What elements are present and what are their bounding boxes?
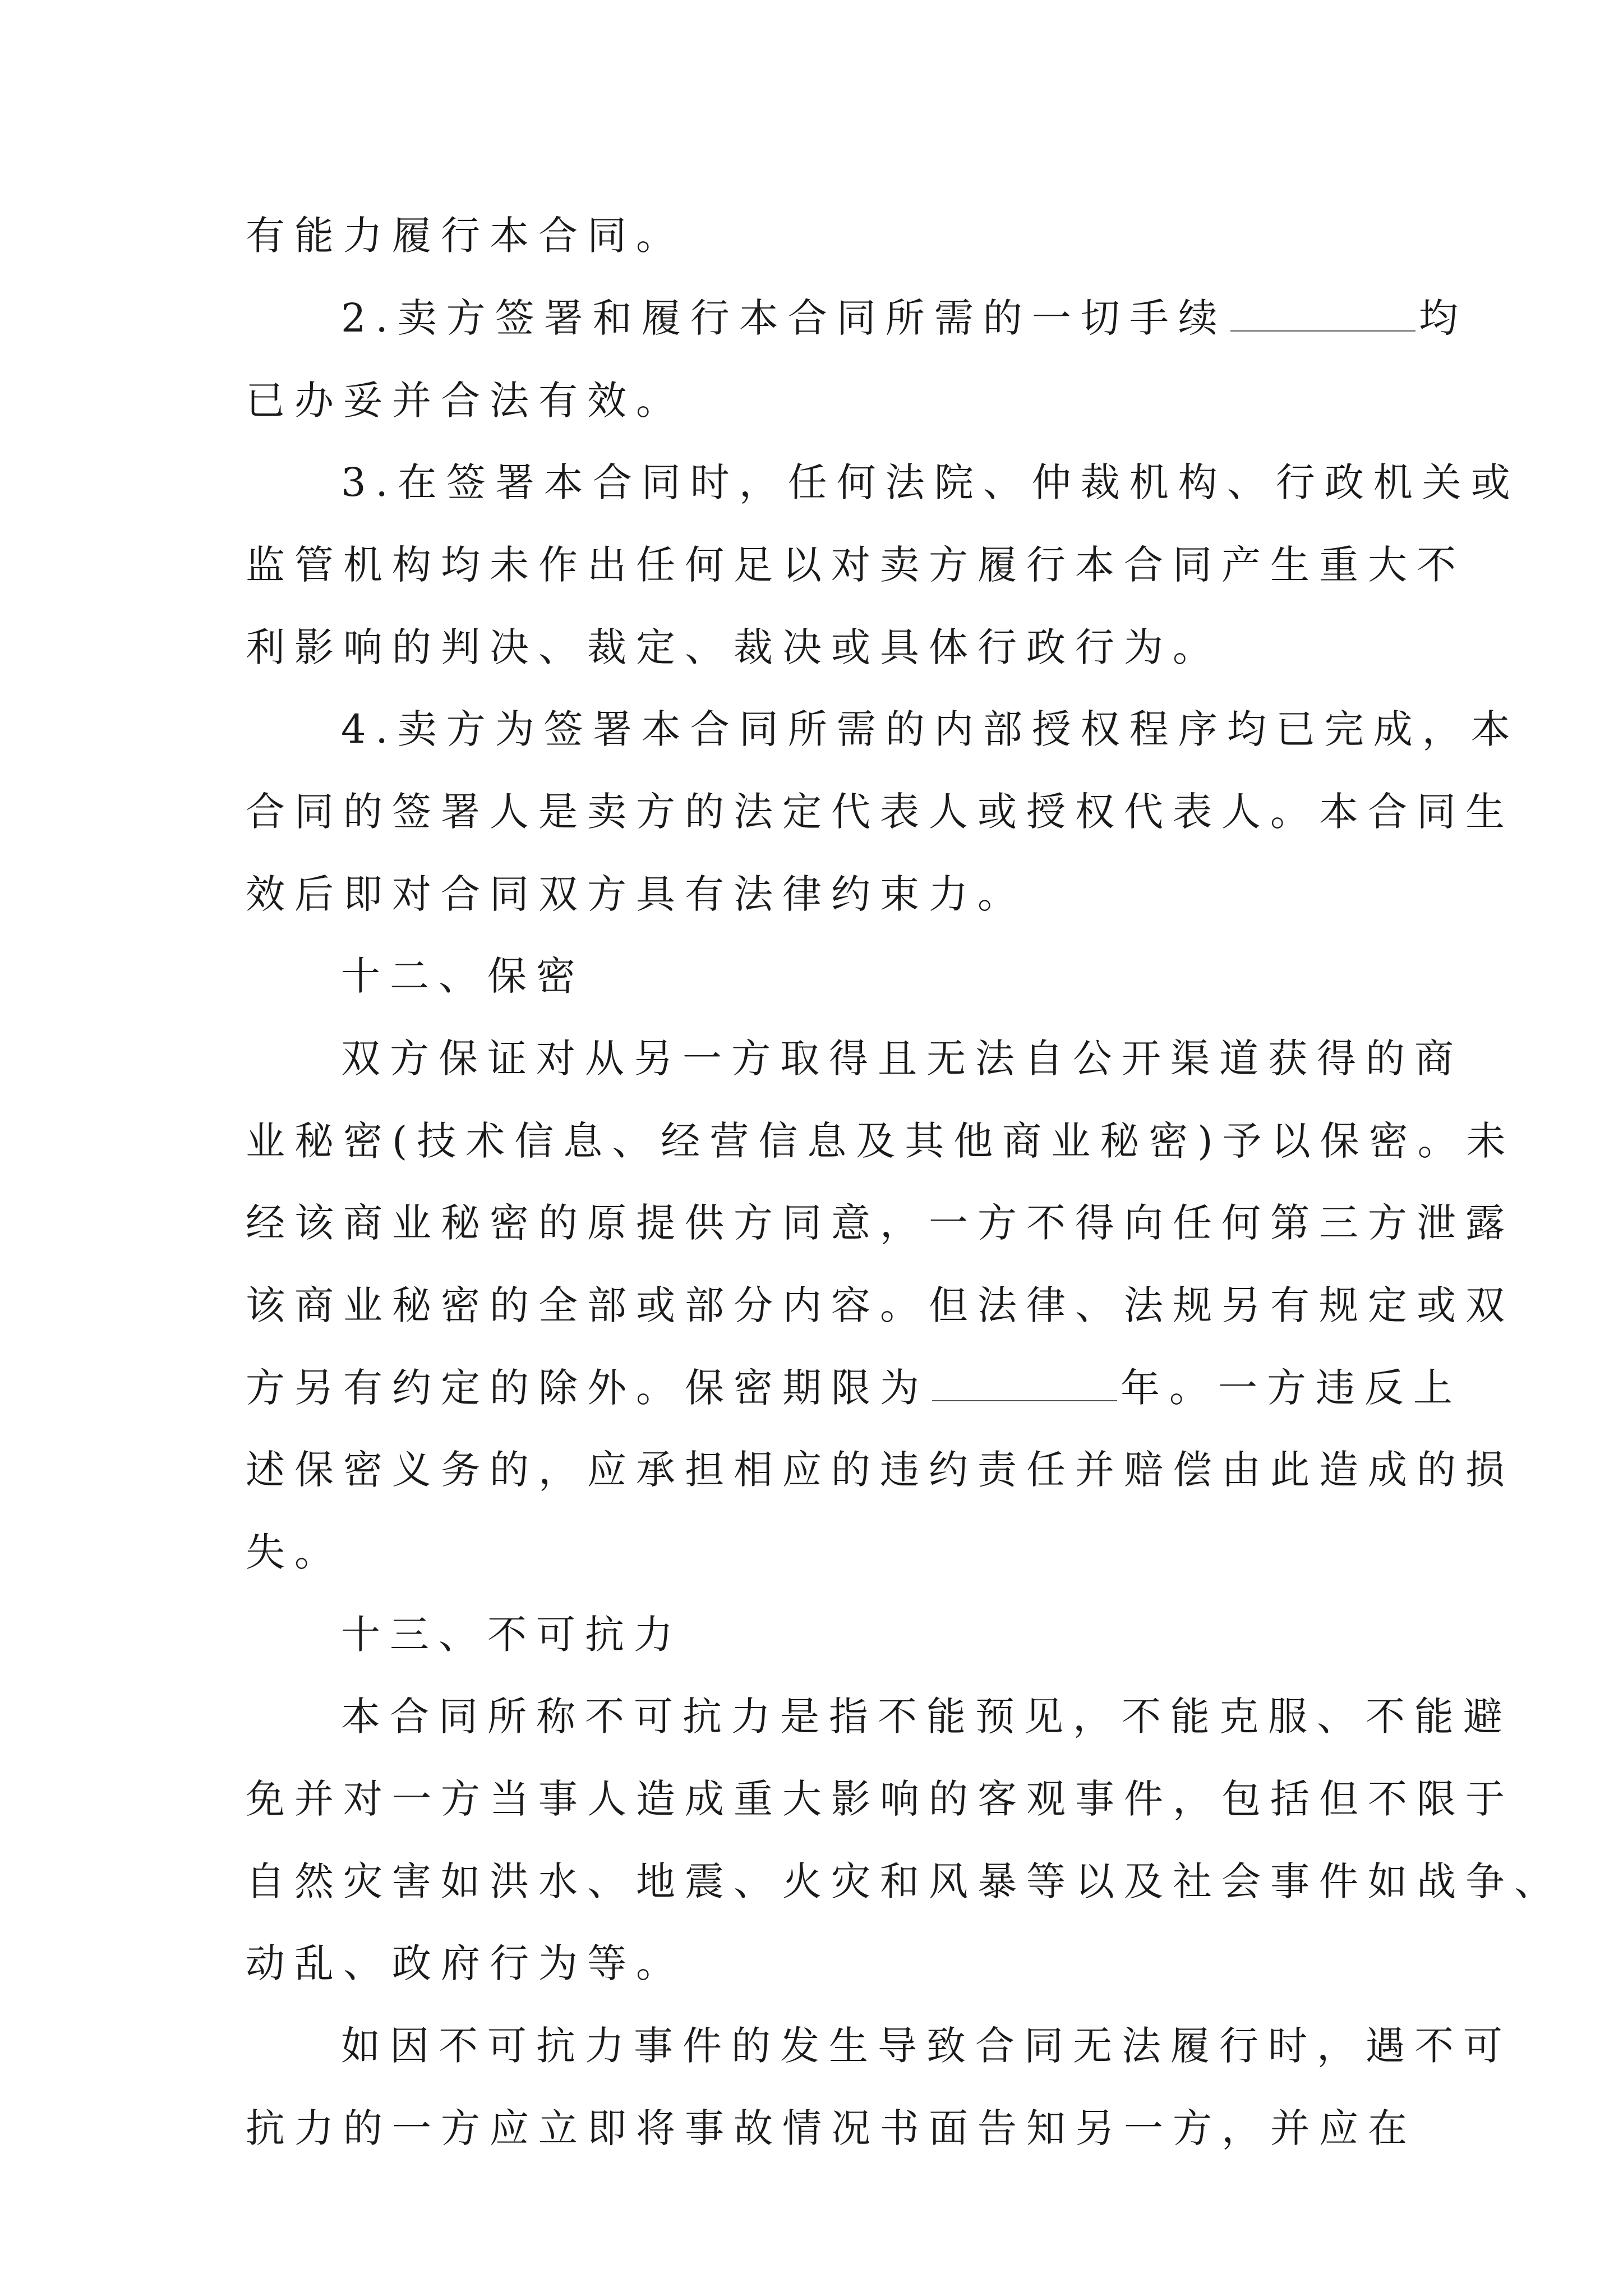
heading-text: 十二、保密 [341,953,585,999]
confidentiality-line-7 [246,1524,343,1580]
confidentiality-line-4 [246,1277,1514,1333]
line-text: 有能力履行本合同。 [246,213,685,259]
heading-text: 十三、不可抗力 [341,1612,683,1658]
text-line [246,208,685,264]
line-text: 年。一方违反上 [1121,1365,1462,1411]
section-heading-confidentiality [341,948,585,1004]
line-text: 免并对一方当事人造成重大影响的客观事件，包括但不限于 [246,1776,1514,1822]
line-text: 4.卖方为签署本合同所需的内部授权程序均已完成，本 [341,706,1520,752]
clause-2-line-1 [341,290,1468,346]
fill-in-blank[interactable] [1230,295,1415,332]
force-majeure-line-2 [246,1771,1514,1827]
line-text: 效后即对合同双方具有法律约束力。 [246,871,1026,917]
line-text: 如因不可抗力事件的发生导致合同无法履行时，遇不可 [341,2023,1512,2069]
force-majeure-line-5 [341,2018,1512,2074]
clause-4-line-1 [341,701,1520,757]
confidentiality-line-5 [246,1360,1462,1416]
force-majeure-line-6 [246,2100,1417,2156]
force-majeure-line-1 [341,1688,1512,1745]
force-majeure-line-3 [246,1853,1563,1910]
line-text: 失。 [246,1529,343,1575]
clause-2-line-2 [246,372,685,429]
clause-4-line-3 [246,866,1026,922]
line-text: 该商业秘密的全部或部分内容。但法律、法规另有规定或双 [246,1282,1514,1328]
clause-3-line-3 [246,619,1221,675]
force-majeure-line-4 [246,1935,685,1991]
line-text: 监管机构均未作出任何足以对卖方履行本合同产生重大不 [246,542,1465,588]
clause-3-line-2 [246,537,1465,593]
line-text: 合同的签署人是卖方的法定代表人或授权代表人。本合同生 [246,789,1514,835]
line-text: 自然灾害如洪水、地震、火灾和风暴等以及社会事件如战争、 [246,1858,1563,1904]
clause-3-line-1 [341,454,1520,510]
line-text: 本合同所称不可抗力是指不能预见，不能克服、不能避 [341,1694,1512,1740]
line-text: 3.在签署本合同时，任何法院、仲裁机构、行政机关或 [341,459,1520,505]
confidentiality-line-6 [246,1442,1514,1498]
fill-in-blank[interactable] [932,1364,1117,1401]
line-text: 双方保证对从另一方取得且无法自公开渠道获得的商 [341,1036,1463,1082]
line-text: 利影响的判决、裁定、裁决或具体行政行为。 [246,624,1221,670]
confidentiality-line-2 [246,1113,1515,1169]
confidentiality-line-3 [246,1195,1514,1251]
line-text: 经该商业秘密的原提供方同意，一方不得向任何第三方泄露 [246,1200,1514,1246]
line-text: 已办妥并合法有效。 [246,378,685,424]
line-text: 动乱、政府行为等。 [246,1940,685,1986]
line-text: 述保密义务的，应承担相应的违约责任并赔偿由此造成的损 [246,1447,1514,1493]
line-text: 方另有约定的除外。保密期限为 [246,1365,929,1411]
clause-4-line-2 [246,784,1514,840]
line-text: 抗力的一方应立即将事故情况书面告知另一方，并应在 [246,2105,1417,2151]
line-text: 2.卖方签署和履行本合同所需的一切手续 [341,295,1227,341]
section-heading-force-majeure [341,1607,683,1663]
line-text: 均 [1418,295,1468,341]
confidentiality-line-1 [341,1030,1463,1087]
line-text: 业秘密(技术信息、经营信息及其他商业秘密)予以保密。未 [246,1118,1515,1164]
